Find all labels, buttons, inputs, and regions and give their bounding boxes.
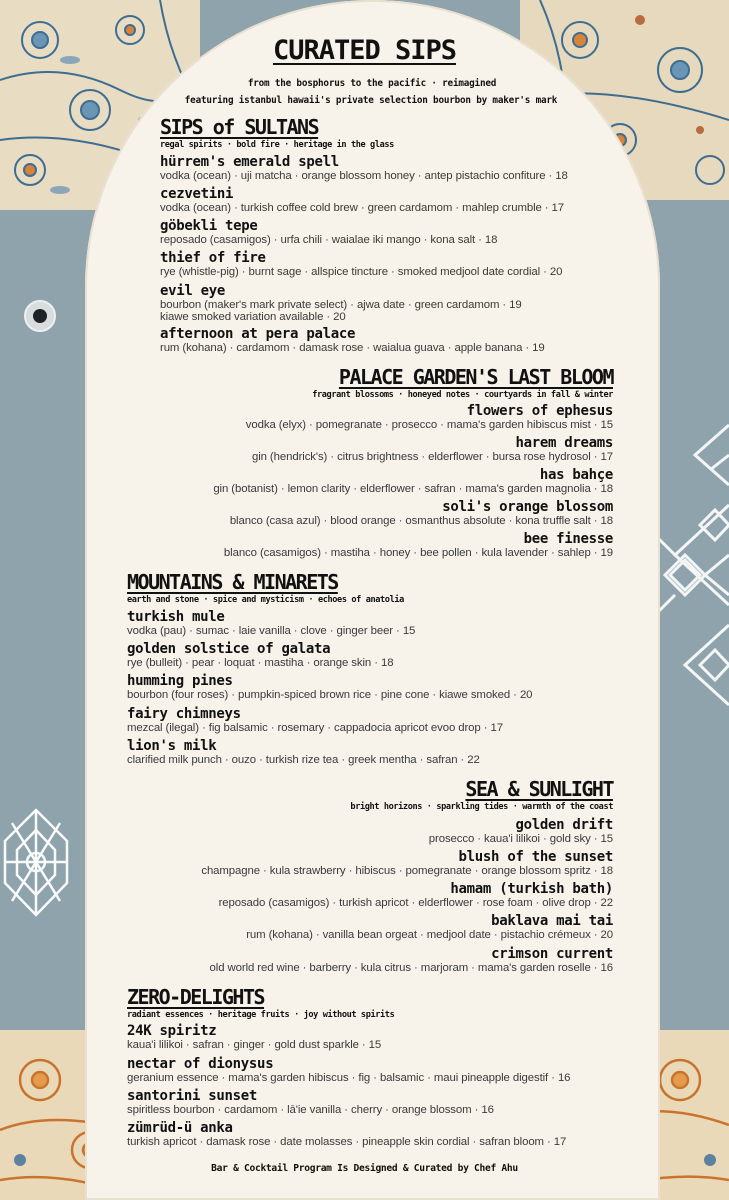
drink-description: kaua'i lilikoi · safran · ginger · gold dust sparkle · 15 [127,1039,382,1051]
drink-description: blanco (casa azul) · blood orange · osmanthus absolute · kona truffle salt · 18 [229,515,613,527]
footer-credit: Bar & Cocktail Program Is Designed & Curated by Chef Ahu [211,1163,518,1174]
section-title: ZERO-DELIGHTS [127,985,265,1009]
drink-name: cezvetini [160,186,234,202]
drink-description: vodka (ocean) · turkish coffee cold brew · green cardamom · mahlep crumble · 17 [160,202,565,214]
drink-description: vodka (elyx) · pomegranate · prosecco · mama's garden hibiscus mist · 15 [245,419,613,431]
drink-description: old world red wine · barberry · kula citrus · marjoram · mama's garden roselle · 16 [209,962,613,974]
drink-name: afternoon at pera palace [160,326,356,342]
section-tagline: earth and stone · spice and mysticism · echoes of anatolia [127,595,404,605]
drink-description: geranium essence · mama's garden hibiscus · fig · balsamic · maui pineapple digestif · 16 [127,1072,571,1084]
drink-description: gin (botanist) · lemon clarity · elderflower · safran · mama's garden magnolia · 18 [213,483,613,495]
drink-name: has bahçe [539,467,613,483]
drink-description: bourbon (maker's mark private select) · ajwa date · green cardamom · 19 [160,299,522,311]
drink-name: göbekli tepe [160,218,258,234]
drink-description: spiritless bourbon · cardamom · lā'ie vanilla · cherry · orange blossom · 16 [127,1104,494,1116]
section-title: MOUNTAINS & MINARETS [127,570,338,594]
drink-name: blush of the sunset [458,849,613,865]
drink-name: flowers of ephesus [466,403,613,419]
drink-name: 24K spiritz [127,1023,217,1039]
drink-description: prosecco · kaua'i lilikoi · gold sky · 15 [428,833,613,845]
drink-name: santorini sunset [127,1088,258,1104]
subtitle-line-1: from the bosphorus to the pacific · reimagined [247,78,497,89]
drink-name: crimson current [491,946,613,962]
drink-description: reposado (casamigos) · turkish apricot · elderflower · rose foam · olive drop · 22 [218,897,613,909]
drink-description: vodka (ocean) · uji matcha · orange blossom honey · antep pistachio confiture · 18 [160,170,568,182]
drink-name: lion's milk [127,738,217,754]
drink-name: bee finesse [523,531,613,547]
drink-name: baklava mai tai [491,913,613,929]
drink-name: turkish mule [127,609,225,625]
section-title: SEA & SUNLIGHT [465,777,613,801]
drink-name: evil eye [160,283,226,299]
subtitle-line-2: featuring istanbul hawaii's private selection bourbon by maker's mark [184,95,558,106]
drink-description: turkish apricot · damask rose · date molasses · pineapple skin cordial · safran bloom · 17 [127,1136,567,1148]
drink-description: blanco (casamigos) · mastiha · honey · bee pollen · kula lavender · sahlep · 19 [223,547,613,559]
section-tagline: fragrant blossoms · honeyed notes · courtyards in fall & winter [312,390,613,400]
drink-description: rye (bulleit) · pear · loquat · mastiha · orange skin · 18 [127,657,394,669]
drink-variation-note: kiawe smoked variation available · 20 [160,311,346,323]
drink-name: golden drift [515,817,613,833]
drink-name: humming pines [127,673,233,689]
drink-description: champagne · kula strawberry · hibiscus · pomegranate · orange blossom spritz · 18 [201,865,613,877]
drink-description: rum (kohana) · vanilla bean orgeat · medjool date · pistachio crémeux · 20 [246,929,613,941]
section-tagline: radiant essences · heritage fruits · joy without spirits [127,1010,395,1020]
page-title: CURATED SIPS [272,35,457,66]
drink-name: zümrüd-ü anka [127,1120,233,1136]
drink-name: harem dreams [515,435,613,451]
drink-name: fairy chimneys [127,706,241,722]
section-title: SIPS of SULTANS [160,115,319,139]
drink-description: rum (kohana) · cardamom · damask rose · waialua guava · apple banana · 19 [160,342,545,354]
section-title: PALACE GARDEN'S LAST BLOOM [338,365,613,389]
drink-description: vodka (pau) · sumac · laie vanilla · clove · ginger beer · 15 [127,625,416,637]
drink-name: nectar of dionysus [127,1056,274,1072]
drink-description: rye (whistle-pig) · burnt sage · allspice tincture · smoked medjool date cordial · 20 [160,266,563,278]
drink-name: golden solstice of galata [127,641,331,657]
drink-name: hamam (turkish bath) [450,881,613,897]
drink-description: bourbon (four roses) · pumpkin-spiced brown rice · pine cone · kiawe smoked · 20 [127,689,533,701]
drink-description: gin (hendrick's) · citrus brightness · elderflower · bursa rose hydrosol · 17 [251,451,613,463]
drink-description: clarified milk punch · ouzo · turkish rize tea · greek mentha · safran · 22 [127,754,480,766]
section-tagline: regal spirits · bold fire · heritage in the glass [160,140,394,150]
drink-description: mezcal (ilegal) · fig balsamic · rosemary · cappadocia apricot evoo drop · 17 [127,722,503,734]
drink-description: reposado (casamigos) · urfa chili · waialae iki mango · kona salt · 18 [160,234,498,246]
drink-name: hürrem's emerald spell [160,154,339,170]
section-tagline: bright horizons · sparkling tides · warmth of the coast [350,802,613,812]
drink-name: soli's orange blossom [442,499,613,515]
drink-name: thief of fire [160,250,266,266]
